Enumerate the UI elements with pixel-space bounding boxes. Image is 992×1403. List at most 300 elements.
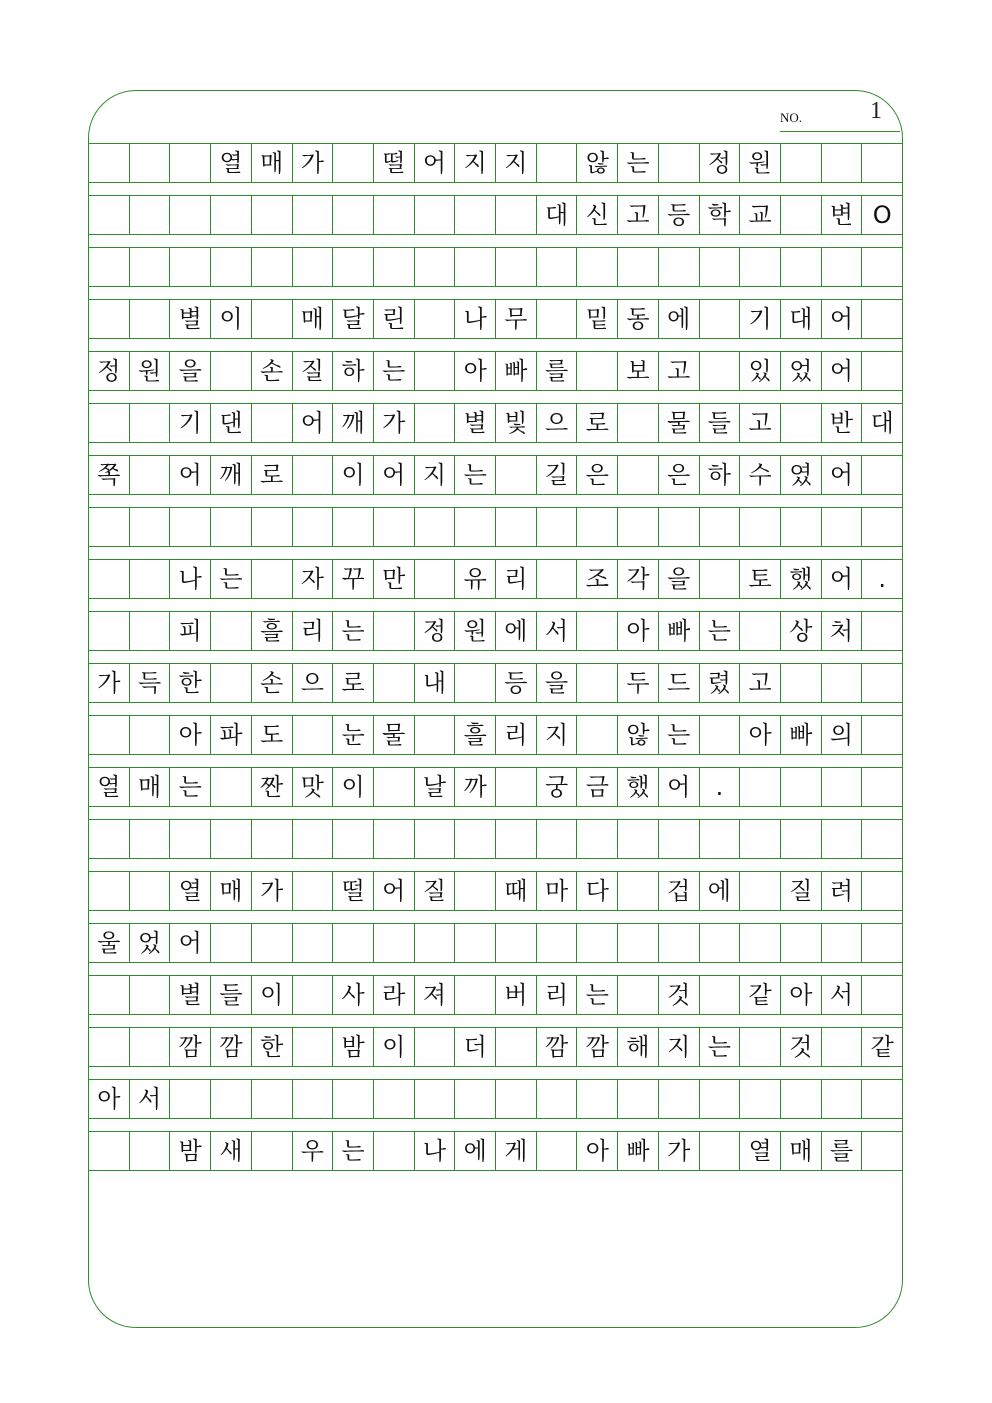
grid-cell: 열 — [88, 768, 129, 806]
grid-cell: 고 — [658, 352, 699, 390]
grid-cell: 자 — [292, 560, 333, 598]
grid-cell — [739, 248, 780, 286]
grid-cell: 매 — [780, 1132, 821, 1170]
grid-cell: 해 — [617, 1028, 658, 1066]
grid-cell: 정 — [699, 144, 740, 182]
grid-cell: 매 — [129, 768, 170, 806]
grid-cell: 는 — [699, 1028, 740, 1066]
grid-cell: 아 — [576, 1132, 617, 1170]
grid-cell: 밤 — [332, 1028, 373, 1066]
grid-cell: 이 — [210, 300, 251, 338]
grid-cell — [414, 300, 455, 338]
grid-cell: 흘 — [454, 716, 495, 754]
grid-cell: 매 — [251, 144, 292, 182]
grid-cell: 어 — [414, 144, 455, 182]
grid-cell — [251, 1132, 292, 1170]
grid-cell: 하 — [699, 456, 740, 494]
grid-row — [88, 767, 903, 807]
grid-cell — [495, 248, 536, 286]
grid-cell — [129, 248, 170, 286]
grid-cell — [536, 820, 577, 858]
grid-cell: 이 — [251, 976, 292, 1014]
grid-cell — [129, 508, 170, 546]
grid-cell: 아 — [454, 352, 495, 390]
grid-cell: 매 — [210, 872, 251, 910]
grid-cell — [821, 664, 862, 702]
grid-cell: 각 — [617, 560, 658, 598]
grid-row — [88, 923, 903, 963]
grid-row — [88, 611, 903, 651]
grid-cell: 때 — [495, 872, 536, 910]
grid-cell — [821, 508, 862, 546]
grid-cell — [88, 196, 129, 234]
grid-cell — [617, 976, 658, 1014]
grid-cell — [821, 924, 862, 962]
grid-cell — [576, 508, 617, 546]
grid-cell: 기 — [169, 404, 210, 442]
grid-cell: 리 — [292, 612, 333, 650]
grid-cell — [495, 1080, 536, 1118]
grid-cell: 고 — [739, 664, 780, 702]
grid-cell — [129, 300, 170, 338]
grid-cell — [373, 820, 414, 858]
grid-cell: 서 — [536, 612, 577, 650]
grid-cell: 토 — [739, 560, 780, 598]
grid-cell — [699, 300, 740, 338]
grid-cell — [658, 924, 699, 962]
grid-cell — [861, 352, 903, 390]
grid-cell: 않 — [576, 144, 617, 182]
grid-cell — [699, 820, 740, 858]
grid-cell — [210, 352, 251, 390]
grid-cell: 열 — [210, 144, 251, 182]
grid-cell — [576, 612, 617, 650]
grid-cell — [495, 456, 536, 494]
grid-cell: 이 — [332, 456, 373, 494]
grid-cell: 는 — [454, 456, 495, 494]
grid-row — [88, 1079, 903, 1119]
grid-cell — [617, 508, 658, 546]
grid-cell: 한 — [251, 1028, 292, 1066]
grid-cell — [292, 976, 333, 1014]
grid-cell: 드 — [658, 664, 699, 702]
grid-cell — [536, 300, 577, 338]
grid-cell: 처 — [821, 612, 862, 650]
grid-cell — [88, 612, 129, 650]
grid-cell — [414, 560, 455, 598]
grid-row — [88, 715, 903, 755]
grid-cell — [292, 1080, 333, 1118]
grid-cell — [414, 352, 455, 390]
grid-cell — [292, 716, 333, 754]
grid-cell — [169, 508, 210, 546]
grid-cell — [332, 248, 373, 286]
grid-cell: 리 — [495, 560, 536, 598]
grid-cell — [414, 1028, 455, 1066]
grid-cell — [129, 560, 170, 598]
grid-cell — [861, 456, 903, 494]
grid-cell: 가 — [292, 144, 333, 182]
grid-cell — [454, 664, 495, 702]
grid-cell: 들 — [699, 404, 740, 442]
grid-cell — [292, 820, 333, 858]
grid-cell — [414, 508, 455, 546]
grid-cell — [88, 716, 129, 754]
grid-cell: 였 — [780, 456, 821, 494]
grid-cell: 로 — [576, 404, 617, 442]
grid-cell: 것 — [658, 976, 699, 1014]
grid-cell — [292, 924, 333, 962]
grid-cell: 어 — [658, 768, 699, 806]
grid-cell — [861, 300, 903, 338]
grid-cell: 한 — [169, 664, 210, 702]
grid-cell: 은 — [576, 456, 617, 494]
grid-cell: 변 — [821, 196, 862, 234]
grid-cell: 열 — [739, 1132, 780, 1170]
grid-cell: 아 — [169, 716, 210, 754]
grid-cell — [821, 144, 862, 182]
grid-cell: 는 — [617, 144, 658, 182]
grid-row — [88, 819, 903, 859]
grid-cell: 열 — [169, 872, 210, 910]
grid-cell: 는 — [658, 716, 699, 754]
grid-cell — [861, 664, 903, 702]
grid-cell: 어 — [292, 404, 333, 442]
grid-cell: 다 — [576, 872, 617, 910]
grid-cell — [861, 144, 903, 182]
grid-cell — [821, 1080, 862, 1118]
grid-cell: 쪽 — [88, 456, 129, 494]
grid-cell: 나 — [414, 1132, 455, 1170]
grid-cell — [739, 612, 780, 650]
grid-cell: 달 — [332, 300, 373, 338]
grid-cell: 떨 — [373, 144, 414, 182]
grid-cell — [495, 196, 536, 234]
grid-row — [88, 663, 903, 703]
grid-cell: 렸 — [699, 664, 740, 702]
grid-cell: 을 — [169, 352, 210, 390]
grid-cell — [88, 300, 129, 338]
grid-cell: 고 — [617, 196, 658, 234]
grid-cell: 손 — [251, 664, 292, 702]
grid-cell: 유 — [454, 560, 495, 598]
grid-cell — [495, 508, 536, 546]
grid-cell — [780, 820, 821, 858]
grid-cell — [821, 820, 862, 858]
grid-cell — [454, 1080, 495, 1118]
grid-cell: 것 — [780, 1028, 821, 1066]
grid-cell: 을 — [536, 664, 577, 702]
grid-cell — [536, 144, 577, 182]
grid-cell — [414, 924, 455, 962]
grid-cell: 맛 — [292, 768, 333, 806]
grid-cell — [576, 1080, 617, 1118]
grid-cell — [292, 248, 333, 286]
grid-cell: 별 — [169, 976, 210, 1014]
grid-cell — [658, 1080, 699, 1118]
grid-cell: . — [699, 768, 740, 806]
grid-cell: 는 — [210, 560, 251, 598]
grid-cell: 깨 — [210, 456, 251, 494]
grid-row — [88, 455, 903, 495]
grid-cell: 물 — [373, 716, 414, 754]
grid-cell: 깜 — [169, 1028, 210, 1066]
grid-cell — [454, 924, 495, 962]
grid-cell: 밑 — [576, 300, 617, 338]
grid-cell: 이 — [332, 768, 373, 806]
grid-cell — [129, 716, 170, 754]
grid-row — [88, 403, 903, 443]
grid-cell — [536, 1132, 577, 1170]
grid-cell — [373, 664, 414, 702]
grid-row — [88, 195, 903, 235]
grid-cell: 무 — [495, 300, 536, 338]
grid-cell: 물 — [658, 404, 699, 442]
grid-cell: 를 — [536, 352, 577, 390]
grid-cell: 어 — [169, 456, 210, 494]
grid-cell — [292, 872, 333, 910]
page-number-label: NO. — [780, 110, 803, 125]
grid-cell — [699, 352, 740, 390]
grid-cell — [861, 248, 903, 286]
grid-cell — [658, 248, 699, 286]
grid-cell — [658, 820, 699, 858]
grid-cell: 는 — [576, 976, 617, 1014]
grid-cell — [129, 144, 170, 182]
grid-cell: 지 — [414, 456, 455, 494]
manuscript-grid — [88, 143, 903, 1183]
grid-cell — [536, 560, 577, 598]
grid-cell: 조 — [576, 560, 617, 598]
grid-cell — [292, 508, 333, 546]
grid-cell — [658, 144, 699, 182]
grid-cell — [780, 196, 821, 234]
grid-cell — [88, 508, 129, 546]
grid-cell: 지 — [454, 144, 495, 182]
grid-cell — [576, 924, 617, 962]
grid-cell — [739, 924, 780, 962]
grid-cell: 상 — [780, 612, 821, 650]
grid-cell: 서 — [821, 976, 862, 1014]
grid-cell — [739, 768, 780, 806]
grid-cell: 에 — [454, 1132, 495, 1170]
grid-cell: 도 — [251, 716, 292, 754]
grid-cell — [414, 196, 455, 234]
grid-cell: 같 — [861, 1028, 903, 1066]
grid-cell — [373, 1080, 414, 1118]
grid-cell — [169, 248, 210, 286]
grid-cell — [699, 1132, 740, 1170]
grid-cell — [780, 1080, 821, 1118]
grid-cell — [739, 1080, 780, 1118]
grid-cell: 댄 — [210, 404, 251, 442]
grid-cell — [129, 1028, 170, 1066]
grid-cell: 하 — [332, 352, 373, 390]
grid-cell — [821, 1028, 862, 1066]
grid-cell — [454, 508, 495, 546]
grid-row — [88, 1027, 903, 1067]
grid-cell: 아 — [739, 716, 780, 754]
grid-cell — [88, 144, 129, 182]
grid-cell: 원 — [129, 352, 170, 390]
grid-cell: 같 — [739, 976, 780, 1014]
grid-cell — [373, 508, 414, 546]
grid-cell: 질 — [292, 352, 333, 390]
grid-cell — [536, 508, 577, 546]
grid-cell: 교 — [739, 196, 780, 234]
grid-cell: 는 — [332, 1132, 373, 1170]
grid-cell: 지 — [536, 716, 577, 754]
grid-cell — [169, 1080, 210, 1118]
grid-cell: 수 — [739, 456, 780, 494]
grid-cell: 새 — [210, 1132, 251, 1170]
grid-cell — [617, 404, 658, 442]
grid-cell: 꾸 — [332, 560, 373, 598]
grid-cell: 밤 — [169, 1132, 210, 1170]
grid-cell: 반 — [821, 404, 862, 442]
grid-cell — [210, 508, 251, 546]
grid-cell — [739, 1028, 780, 1066]
grid-cell — [210, 612, 251, 650]
grid-cell — [129, 872, 170, 910]
grid-cell — [251, 404, 292, 442]
grid-cell — [617, 924, 658, 962]
grid-cell — [210, 820, 251, 858]
grid-cell — [861, 820, 903, 858]
grid-cell: 했 — [780, 560, 821, 598]
grid-cell: 어 — [821, 300, 862, 338]
grid-cell — [373, 248, 414, 286]
grid-cell — [414, 716, 455, 754]
grid-cell: 는 — [332, 612, 373, 650]
grid-cell: 게 — [495, 1132, 536, 1170]
grid-cell — [861, 1132, 903, 1170]
grid-cell: 질 — [780, 872, 821, 910]
grid-cell — [495, 1028, 536, 1066]
grid-cell — [576, 716, 617, 754]
grid-cell — [861, 872, 903, 910]
grid-cell: 우 — [292, 1132, 333, 1170]
grid-cell — [332, 508, 373, 546]
grid-cell: 라 — [373, 976, 414, 1014]
grid-cell: 빠 — [617, 1132, 658, 1170]
grid-cell: 는 — [699, 612, 740, 650]
grid-cell: 빛 — [495, 404, 536, 442]
page-number-underline — [780, 131, 900, 132]
grid-cell — [780, 144, 821, 182]
grid-cell — [129, 612, 170, 650]
grid-cell: 은 — [658, 456, 699, 494]
grid-row — [88, 351, 903, 391]
grid-cell: 정 — [88, 352, 129, 390]
grid-cell — [536, 1080, 577, 1118]
grid-cell — [699, 1080, 740, 1118]
grid-cell — [699, 976, 740, 1014]
grid-cell — [861, 924, 903, 962]
grid-cell — [332, 196, 373, 234]
grid-cell: 나 — [169, 560, 210, 598]
grid-cell — [861, 976, 903, 1014]
grid-cell — [414, 248, 455, 286]
grid-cell: 리 — [495, 716, 536, 754]
grid-cell — [373, 196, 414, 234]
grid-cell — [739, 820, 780, 858]
grid-cell — [251, 196, 292, 234]
grid-cell: 원 — [454, 612, 495, 650]
grid-cell: 를 — [821, 1132, 862, 1170]
grid-cell: 빠 — [495, 352, 536, 390]
grid-cell: O — [861, 196, 903, 234]
grid-cell: 등 — [658, 196, 699, 234]
grid-cell — [861, 716, 903, 754]
grid-cell — [861, 508, 903, 546]
grid-cell — [536, 924, 577, 962]
grid-cell: 어 — [373, 456, 414, 494]
grid-cell — [780, 248, 821, 286]
grid-cell: 했 — [617, 768, 658, 806]
grid-cell: 까 — [454, 768, 495, 806]
grid-cell: 지 — [495, 144, 536, 182]
page-number-value: 1 — [870, 98, 882, 124]
page-number-box — [780, 98, 900, 132]
grid-cell — [373, 768, 414, 806]
grid-cell — [821, 248, 862, 286]
grid-cell — [576, 820, 617, 858]
grid-cell: 는 — [169, 768, 210, 806]
grid-cell — [861, 768, 903, 806]
grid-cell — [576, 352, 617, 390]
grid-cell: 어 — [821, 456, 862, 494]
grid-cell — [129, 404, 170, 442]
grid-cell — [169, 144, 210, 182]
grid-cell — [169, 820, 210, 858]
grid-cell: 별 — [169, 300, 210, 338]
grid-cell: 울 — [88, 924, 129, 962]
grid-cell: 대 — [780, 300, 821, 338]
grid-cell: 리 — [536, 976, 577, 1014]
grid-cell — [332, 924, 373, 962]
grid-cell — [210, 664, 251, 702]
grid-cell: 떨 — [332, 872, 373, 910]
grid-cell — [576, 248, 617, 286]
grid-cell: 있 — [739, 352, 780, 390]
grid-row — [88, 247, 903, 287]
grid-cell: 질 — [414, 872, 455, 910]
grid-cell: 에 — [658, 300, 699, 338]
grid-cell — [129, 196, 170, 234]
grid-cell — [88, 872, 129, 910]
grid-cell — [454, 872, 495, 910]
grid-cell — [129, 820, 170, 858]
grid-cell: 들 — [210, 976, 251, 1014]
grid-cell — [414, 820, 455, 858]
grid-cell: 깨 — [332, 404, 373, 442]
grid-cell — [88, 248, 129, 286]
grid-cell — [251, 248, 292, 286]
grid-cell — [88, 560, 129, 598]
grid-cell: 겁 — [658, 872, 699, 910]
grid-cell: 아 — [780, 976, 821, 1014]
grid-cell: 파 — [210, 716, 251, 754]
grid-cell: 않 — [617, 716, 658, 754]
grid-cell: 빠 — [658, 612, 699, 650]
grid-cell — [780, 924, 821, 962]
grid-cell: 져 — [414, 976, 455, 1014]
grid-cell — [821, 768, 862, 806]
grid-cell — [454, 248, 495, 286]
grid-cell: 어 — [821, 560, 862, 598]
grid-cell — [454, 196, 495, 234]
